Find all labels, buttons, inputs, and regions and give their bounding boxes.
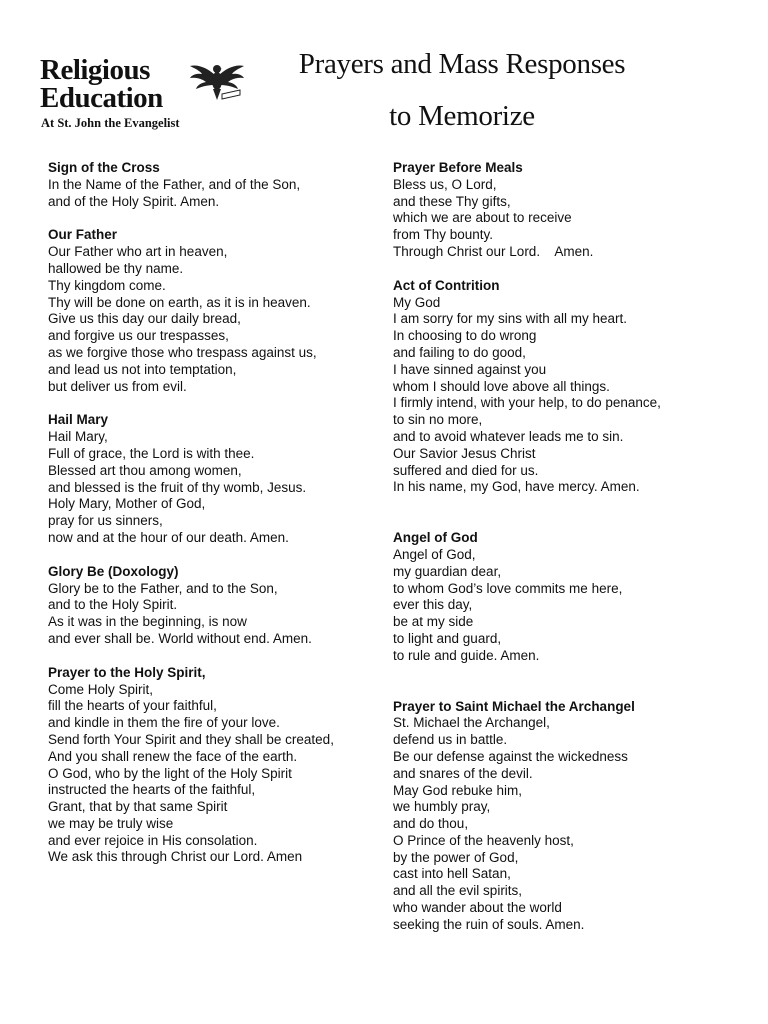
prayer-line: to rule and guide. Amen. bbox=[393, 647, 540, 663]
prayer-line: hallowed be thy name. bbox=[48, 260, 184, 276]
prayer-line: and forgive us our trespasses, bbox=[48, 328, 229, 344]
prayer-before-meals bbox=[393, 160, 738, 261]
prayer-line: I am sorry for my sins with all my heart. bbox=[393, 311, 628, 327]
prayer-line: and all the evil spirits, bbox=[393, 883, 523, 899]
prayer-line: I have sinned against you bbox=[393, 361, 547, 377]
prayer-glory-be bbox=[48, 564, 383, 648]
prayer-line: Hail Mary, bbox=[48, 429, 108, 445]
prayer-line: by the power of God, bbox=[393, 849, 519, 865]
prayer-line: we may be truly wise bbox=[48, 815, 174, 831]
prayer-heading: Prayer Before Meals bbox=[393, 160, 523, 175]
prayer-line: now and at the hour of our death. Amen. bbox=[48, 529, 289, 545]
prayer-line: from Thy bounty. bbox=[393, 227, 494, 243]
left-column bbox=[48, 160, 383, 866]
prayer-heading: Glory Be (Doxology) bbox=[48, 563, 179, 579]
prayer-line: seeking the ruin of souls. Amen. bbox=[393, 916, 585, 932]
prayer-line: Send forth Your Spirit and they shall be created, bbox=[48, 731, 334, 747]
prayer-line: and to avoid whatever leads me to sin. bbox=[393, 428, 624, 444]
prayer-line: Be our defense against the wickedness bbox=[393, 748, 628, 764]
logo-subtitle: At St. John the Evangelist bbox=[41, 116, 180, 130]
prayer-hail-mary bbox=[48, 412, 383, 546]
prayer-line: May God rebuke him, bbox=[393, 782, 523, 798]
prayer-line: My God bbox=[393, 294, 441, 310]
prayer-heading: Prayer to Saint Michael the Archangel bbox=[393, 698, 635, 714]
prayer-line: Full of grace, the Lord is with thee. bbox=[48, 445, 255, 461]
prayer-line: who wander about the world bbox=[393, 900, 562, 916]
prayer-line: and failing to do good, bbox=[393, 344, 526, 360]
prayer-line: Our Savior Jesus Christ bbox=[393, 445, 536, 461]
prayer-line: whom I should love above all things. bbox=[393, 378, 610, 394]
prayer-line: Blessed art thou among women, bbox=[48, 462, 242, 478]
prayer-line: fill the hearts of your faithful, bbox=[48, 698, 217, 714]
prayer-line: In choosing to do wrong bbox=[393, 328, 537, 344]
prayer-line: Bless us, O Lord, bbox=[393, 176, 497, 192]
page-title-line2: to Memorize bbox=[389, 100, 535, 132]
prayer-holy-spirit bbox=[48, 665, 383, 867]
prayer-line: instructed the hearts of the faithful, bbox=[48, 782, 256, 798]
prayer-line: and these Thy gifts, bbox=[393, 193, 511, 209]
logo-line-education: Education bbox=[40, 82, 163, 114]
prayer-line: As it was in the beginning, is now bbox=[48, 614, 247, 630]
prayer-our-father bbox=[48, 227, 383, 395]
prayer-act-of-contrition bbox=[393, 278, 738, 496]
prayer-heading: Our Father bbox=[48, 227, 118, 243]
prayer-line: and lead us not into temptation, bbox=[48, 361, 237, 377]
prayer-line: Thy will be done on earth, as it is in heaven. bbox=[48, 294, 311, 310]
prayer-heading: Act of Contrition bbox=[393, 277, 500, 293]
prayer-line: and ever shall be. World without end. Amen. bbox=[48, 630, 312, 646]
prayer-line: pray for us sinners, bbox=[48, 513, 163, 529]
religious-education-logo bbox=[38, 54, 248, 134]
prayer-line: and ever rejoice in His consolation. bbox=[48, 832, 258, 848]
prayer-sign-of-the-cross bbox=[48, 160, 383, 210]
prayer-line: O Prince of the heavenly host, bbox=[393, 832, 574, 848]
prayer-heading: Angel of God bbox=[393, 530, 478, 546]
prayer-line: and do thou, bbox=[393, 816, 469, 832]
prayer-line: In the Name of the Father, and of the Son, bbox=[48, 176, 301, 192]
prayer-line: and blessed is the fruit of thy womb, Jesus. bbox=[48, 479, 307, 495]
prayer-line: and of the Holy Spirit. Amen. bbox=[48, 193, 220, 209]
prayer-line: St. Michael the Archangel, bbox=[393, 715, 550, 731]
prayer-line: In his name, my God, have mercy. Amen. bbox=[393, 479, 640, 495]
prayer-line: and snares of the devil. bbox=[393, 765, 533, 781]
prayer-heading: Hail Mary bbox=[48, 412, 109, 428]
logo-line-religious: Religious bbox=[40, 54, 150, 86]
prayer-line: Angel of God, bbox=[393, 546, 476, 562]
prayer-line: be at my side bbox=[393, 614, 474, 630]
prayer-line: Give us this day our daily bread, bbox=[48, 311, 241, 327]
prayer-line: And you shall renew the face of the earth. bbox=[48, 748, 298, 764]
prayer-line: and to the Holy Spirit. bbox=[48, 597, 178, 613]
prayer-line: suffered and died for us. bbox=[393, 462, 539, 478]
prayer-line: Holy Mary, Mother of God, bbox=[48, 496, 206, 512]
page-title-line1: Prayers and Mass Responses bbox=[298, 48, 626, 80]
prayer-line: O God, who by the light of the Holy Spirit bbox=[48, 765, 292, 781]
prayer-line: Grant, that by that same Spirit bbox=[48, 799, 228, 815]
prayer-line: ever this day, bbox=[393, 597, 473, 613]
prayer-line: I firmly intend, with your help, to do penance, bbox=[393, 395, 661, 411]
prayer-line: my guardian dear, bbox=[393, 563, 502, 579]
prayer-heading: Prayer to the Holy Spirit, bbox=[48, 664, 206, 680]
prayer-line: defend us in battle. bbox=[393, 732, 508, 748]
right-column bbox=[393, 160, 738, 934]
prayer-line: to whom God’s love commits me here, bbox=[393, 580, 623, 596]
prayer-line: to sin no more, bbox=[393, 412, 483, 428]
eagle-icon bbox=[188, 54, 246, 106]
prayer-line: Through Christ our Lord. Amen. bbox=[393, 243, 594, 259]
prayer-line: Thy kingdom come. bbox=[48, 277, 166, 293]
prayer-line: we humbly pray, bbox=[393, 799, 491, 815]
prayer-heading: Sign of the Cross bbox=[48, 160, 160, 175]
prayer-line: which we are about to receive bbox=[393, 210, 572, 226]
prayer-saint-michael bbox=[393, 699, 738, 934]
prayer-line: We ask this through Christ our Lord. Amen bbox=[48, 849, 303, 865]
prayer-line: but deliver us from evil. bbox=[48, 378, 187, 394]
prayer-line: Come Holy Spirit, bbox=[48, 681, 154, 697]
prayer-line: and kindle in them the fire of your love. bbox=[48, 715, 280, 731]
prayer-line: cast into hell Satan, bbox=[393, 866, 511, 882]
prayer-line: as we forgive those who trespass against us, bbox=[48, 344, 317, 360]
prayer-angel-of-god bbox=[393, 530, 738, 664]
prayer-line: Our Father who art in heaven, bbox=[48, 244, 228, 260]
prayer-line: Glory be to the Father, and to the Son, bbox=[48, 580, 278, 596]
prayer-line: to light and guard, bbox=[393, 630, 502, 646]
